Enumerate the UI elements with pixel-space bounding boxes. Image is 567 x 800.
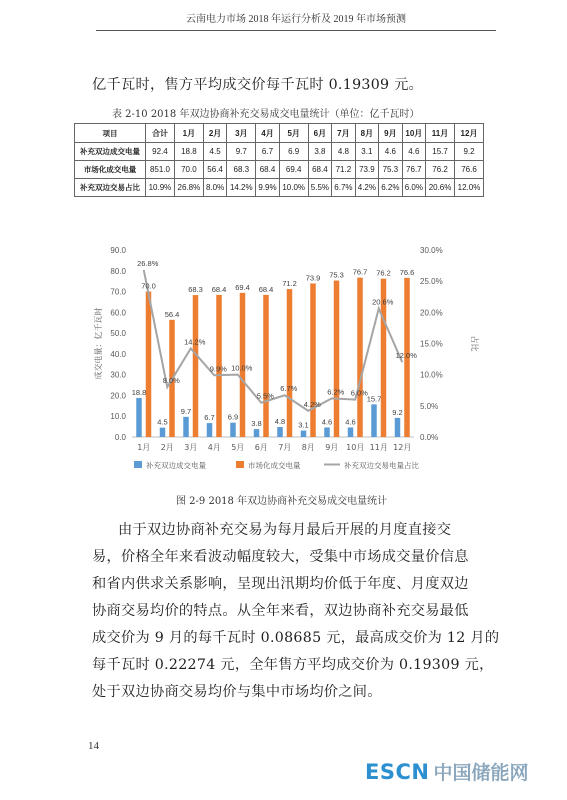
table-header-cell: 8月	[355, 124, 378, 143]
data-label-share: 6.7%	[280, 384, 298, 394]
y-tick-label-left: 80.0	[110, 266, 126, 276]
y-tick-label-right: 10.0%	[420, 370, 443, 380]
data-label-market: 70.0	[141, 281, 156, 291]
table-header-cell: 11月	[426, 124, 455, 143]
bar-market	[334, 281, 340, 437]
combo-chart	[86, 240, 486, 475]
table-cell: 70.0	[174, 161, 203, 179]
table-header-row	[75, 124, 484, 143]
data-label-share: 8.0%	[162, 376, 180, 386]
data-label-market: 73.9	[305, 273, 321, 283]
table-cell: 6.2%	[379, 179, 402, 197]
bar-market	[310, 283, 316, 437]
table-cell: 69.4	[279, 161, 308, 179]
data-label-share: 26.8%	[137, 258, 159, 268]
data-label-share: 6.0%	[350, 388, 368, 398]
table-cell: 3.1	[355, 143, 378, 161]
y-tick-label-left: 50.0	[110, 329, 126, 339]
row-label: 补充双边成交电量	[75, 143, 146, 161]
table-header-cell: 2月	[203, 124, 226, 143]
y-axis-title-right: 占比	[470, 335, 479, 352]
watermark-logo	[365, 758, 528, 785]
data-label-bilateral: 4.8	[274, 417, 286, 427]
intro-line: 亿千瓦时，售方平均成交价每千瓦时 0.19309 元。	[92, 77, 424, 93]
paragraph-line: 每千瓦时 0.22274 元，全年售方平均成交价为 0.19309 元，	[92, 657, 494, 673]
data-label-bilateral: 3.1	[298, 420, 309, 430]
row-label: 市场化成交电量	[75, 161, 146, 179]
page-number: 14	[88, 740, 99, 752]
legend-label-share: 补充双边交易电量占比	[344, 461, 419, 470]
data-label-bilateral: 4.6	[345, 417, 356, 427]
y-tick-label-right: 15.0%	[420, 339, 443, 349]
x-tick-label: 8月	[301, 443, 315, 452]
data-label-bilateral: 9.7	[180, 406, 192, 416]
bar-bilateral	[183, 417, 189, 437]
bar-bilateral	[136, 398, 142, 437]
table-header-cell: 1月	[174, 124, 203, 143]
legend-label-bilateral: 补充双边成交电量	[146, 461, 206, 470]
data-label-market: 56.4	[164, 309, 180, 319]
table-cell: 68.3	[227, 161, 256, 179]
y-axis-title-left: 成交电量：亿千瓦时	[94, 307, 103, 380]
table-header-cell: 5月	[279, 124, 308, 143]
x-tick-label: 3月	[184, 443, 198, 452]
table-cell: 92.4	[146, 143, 175, 161]
data-label-share: 4.2%	[303, 399, 321, 409]
table-cell: 4.8	[332, 143, 355, 161]
table-cell: 15.7	[426, 143, 455, 161]
x-tick-label: 10月	[346, 443, 365, 452]
data-label-share: 10.0%	[231, 363, 253, 373]
y-tick-label-left: 60.0	[110, 308, 126, 318]
paragraph-line: 易，价格全年来看波动幅度较大，受集中市场成交量价信息	[92, 549, 469, 565]
data-label-bilateral: 6.7	[204, 413, 215, 423]
table-cell: 20.6%	[426, 179, 455, 197]
data-label-bilateral: 9.2	[392, 407, 403, 417]
x-tick-label: 9月	[325, 443, 339, 452]
table-cell: 76.2	[426, 161, 455, 179]
table-row	[75, 143, 484, 161]
data-label-bilateral: 4.5	[157, 417, 168, 427]
y-tick-label-right: 25.0%	[420, 277, 443, 287]
paragraph-line: 和省内供求关系影响，呈现出汛期均价低于年度、月度双边	[92, 576, 469, 592]
table-row	[75, 161, 484, 179]
table-header-cell: 4月	[256, 124, 279, 143]
table-cell: 56.4	[203, 161, 226, 179]
table-cell: 12.0%	[455, 179, 484, 197]
data-label-market: 71.2	[282, 279, 297, 289]
table-cell: 5.5%	[308, 179, 331, 197]
table-cell: 6.9	[279, 143, 308, 161]
y-tick-label-left: 10.0	[110, 412, 126, 422]
data-label-market: 68.4	[211, 284, 227, 294]
x-tick-label: 7月	[278, 443, 292, 452]
table-cell: 4.6	[402, 143, 425, 161]
data-label-share: 20.6%	[372, 297, 394, 307]
data-label-market: 68.4	[258, 284, 274, 294]
bar-bilateral	[207, 423, 213, 437]
data-label-share: 6.2%	[327, 387, 345, 397]
y-tick-label-left: 30.0	[110, 370, 126, 380]
table-cell: 3.8	[308, 143, 331, 161]
y-tick-label-right: 20.0%	[420, 308, 443, 318]
table-cell: 9.2	[455, 143, 484, 161]
bar-market	[263, 295, 269, 437]
bar-bilateral	[395, 418, 401, 437]
y-tick-label-right: 0.0%	[420, 433, 439, 442]
x-tick-label: 4月	[207, 443, 221, 452]
data-label-bilateral: 4.6	[321, 417, 333, 427]
bar-bilateral	[348, 427, 354, 437]
paragraph-line: 由于双边协商补充交易为每月最后开展的月度直接交	[118, 522, 452, 538]
x-tick-label: 5月	[231, 443, 245, 452]
table-cell: 10.9%	[146, 179, 175, 197]
legend-swatch-market	[236, 461, 244, 468]
table-cell: 76.7	[402, 161, 425, 179]
y-tick-label-left: 0.0	[114, 433, 126, 442]
data-label-bilateral: 15.7	[366, 394, 382, 404]
table-header-cell: 12月	[455, 124, 484, 143]
table-cell: 10.0%	[279, 179, 308, 197]
header-rule	[96, 30, 496, 31]
watermark-escn: ESCN	[365, 760, 430, 784]
y-tick-label-left: 70.0	[110, 287, 126, 297]
table-cell: 6.7%	[332, 179, 355, 197]
y-tick-label-right: 5.0%	[420, 401, 439, 411]
bar-market	[146, 292, 152, 437]
data-label-market: 76.6	[399, 267, 415, 277]
table-cell: 4.5	[203, 143, 226, 161]
y-tick-label-left: 90.0	[110, 246, 126, 255]
x-tick-label: 2月	[160, 443, 174, 452]
table-cell: 26.8%	[174, 179, 203, 197]
table-header-cell: 10月	[402, 124, 425, 143]
bar-bilateral	[230, 423, 236, 437]
data-label-market: 76.2	[376, 268, 391, 278]
data-label-share: 5.5%	[256, 391, 274, 401]
data-label-share: 12.0%	[395, 351, 417, 361]
table-cell: 9.9%	[256, 179, 279, 197]
table-header-cell: 3月	[227, 124, 256, 143]
table-cell: 6.0%	[402, 179, 425, 197]
bar-bilateral	[277, 427, 283, 437]
table-cell: 18.8	[174, 143, 203, 161]
table-cell: 8.0%	[203, 179, 226, 197]
bar-bilateral	[301, 431, 307, 437]
data-label-market: 75.3	[329, 270, 344, 280]
y-tick-label-right: 30.0%	[420, 246, 443, 255]
bar-bilateral	[254, 429, 260, 437]
table-header-cell: 项目	[75, 124, 146, 143]
paragraph-line: 处于双边协商交易均价与集中市场均价之间。	[92, 684, 382, 700]
data-label-share: 9.9%	[209, 364, 227, 374]
table-cell: 14.2%	[227, 179, 256, 197]
table-cell: 68.4	[256, 161, 279, 179]
table-row	[75, 179, 484, 197]
table-cell: 4.6	[379, 143, 402, 161]
data-label-market: 76.7	[352, 267, 368, 277]
table-cell: 851.0	[146, 161, 175, 179]
paragraph-line: 成交价为 9 月的每千瓦时 0.08685 元，最高成交价为 12 月的	[92, 630, 500, 646]
data-label-bilateral: 6.9	[227, 412, 239, 422]
page-header: 云南电力市场 2018 年运行分析及 2019 年市场预测	[186, 14, 406, 25]
row-label: 补充双边交易占比	[75, 179, 146, 197]
watermark-cn: 中国储能网	[433, 762, 529, 784]
y-tick-label-left: 20.0	[110, 391, 126, 401]
bar-bilateral	[324, 427, 330, 437]
bar-market	[357, 278, 363, 437]
table-cell: 73.9	[355, 161, 378, 179]
table-caption: 表 2-10 2018 年双边协商补充交易成交电量统计（单位：亿千瓦时）	[112, 109, 420, 120]
table-cell: 9.7	[227, 143, 256, 161]
table-cell: 76.6	[455, 161, 484, 179]
table-cell: 4.2%	[355, 179, 378, 197]
data-label-bilateral: 3.8	[251, 419, 262, 429]
table-header-cell: 合计	[146, 124, 175, 143]
table-header-cell: 9月	[379, 124, 402, 143]
table-header-cell: 6月	[308, 124, 331, 143]
data-label-market: 69.4	[235, 282, 250, 292]
table-header-cell: 7月	[332, 124, 355, 143]
bar-bilateral	[160, 428, 166, 437]
bar-bilateral	[371, 404, 377, 437]
table-cell: 75.3	[379, 161, 402, 179]
figure-caption: 图 2-9 2018 年双边协商补充交易成交电量统计	[176, 496, 388, 507]
data-label-share: 14.2%	[184, 337, 206, 347]
paragraph-line: 协商交易均价的特点。从全年来看，双边协商补充交易最低	[92, 603, 469, 619]
table-cell: 71.2	[332, 161, 355, 179]
x-tick-label: 12月	[393, 443, 412, 452]
legend-label-market: 市场化成交电量	[248, 461, 301, 470]
bar-market	[287, 289, 293, 437]
x-tick-label: 11月	[369, 443, 388, 452]
data-label-market: 68.3	[188, 285, 203, 295]
x-tick-label: 6月	[254, 443, 268, 452]
bar-market	[193, 295, 199, 437]
y-tick-label-left: 40.0	[110, 349, 126, 359]
x-tick-label: 1月	[137, 443, 151, 452]
legend-swatch-bilateral	[134, 461, 142, 468]
table-cell: 6.7	[256, 143, 279, 161]
data-label-bilateral: 18.8	[131, 387, 147, 397]
statistics-table	[74, 123, 484, 197]
table-cell: 68.4	[308, 161, 331, 179]
